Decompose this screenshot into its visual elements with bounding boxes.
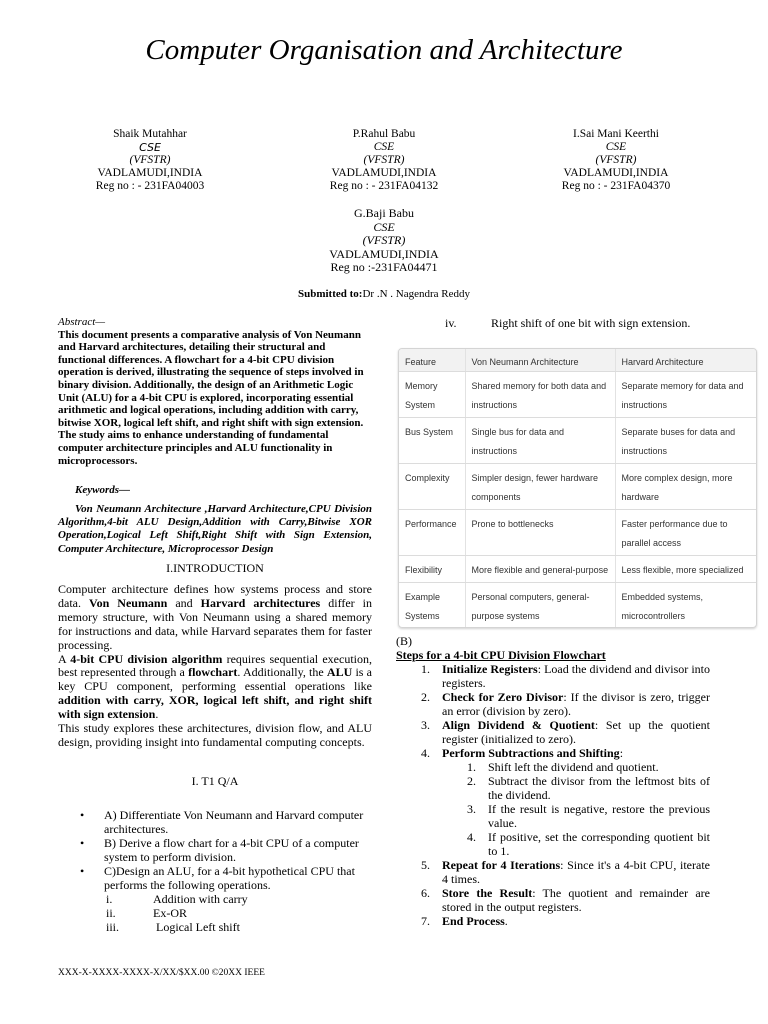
list-item [445,316,690,331]
text-run: . Additionally, the [237,665,327,680]
author-name: G.Baji Babu [354,206,414,220]
table-cell: Less flexible, more specialized [615,556,756,583]
comparison-table-grid [399,349,756,628]
table-row [399,372,756,418]
table-cell: Example Systems [399,583,465,629]
question-list [80,808,370,934]
step-title: Store the Result [442,886,533,900]
column-header: Harvard Architecture [615,349,756,372]
submitted-name: Dr .N . Nagendra Reddy [362,288,470,300]
step-title: Initialize Registers [442,662,538,676]
submitted-label: Submitted to: [297,288,363,300]
author-reg: Reg no : - 231FA04132 [329,180,439,192]
keywords-text: Von Neumann Architecture ,Harvard Architecture,CPU Division Algorithm,4-bit ALU Design,Addition with Carry,Bitwise XOR Operation,Logical Left Shift,Right Shift with Sign Extension, Computer Architecture, Microprocessor Design [58,503,372,555]
substep-number: 2. [467,774,476,788]
table-row [399,510,756,556]
question-text: B) Derive a flow chart for a 4-bit CPU of a computer system to perform division. [104,836,359,864]
submitted-to [0,288,768,300]
table-header-row [399,349,756,372]
author-reg: Reg no : - 231FA04370 [561,180,671,192]
author-place: VADLAMUDI,INDIA [329,246,439,261]
abstract-text: This document presents a comparative analysis of Von Neumann and Harvard architectures, detailing their structural and functional differences. A flowchart for a 4-bit CPU division operation is derived, illustrating the sequence of steps involved in binary division. Additionally, the design of an Arithmetic Logic Unit (ALU) for a 4-bit CPU is explored, incorporating essential arithmetic and logical operations, including addition with carry, bitwise XOR, logical left shift, and right shift with sign extension. The study aims to enhance understanding of fundamental computer architecture principles and ALU functionality in microprocessors. [58,328,364,467]
table-cell: Personal computers, general-purpose systems [465,583,615,629]
text-run: . [155,707,159,722]
text-run: is a key CPU component, performing essential operations like [58,665,372,694]
author-name: Shaik Mutahhar [113,128,187,140]
list-item [412,886,710,914]
text-run: differ in memory structure, with Von Neumann using a shared memory for instructions and data, while Harvard separates them for faster processing. [58,595,373,652]
author-dept: CSE [373,219,395,234]
roman-numeral: ii. [106,906,116,920]
table-cell: Performance [399,510,465,556]
table-cell: Single bus for data and instructions [465,418,615,464]
list-item [412,858,710,886]
substep-text: If the result is negative, restore the previous value. [488,802,710,830]
author-name: P.Rahul Babu [352,128,416,140]
intro-paragraph-3: This study explores these architectures, division flow, and ALU design, providing insight into fundamental computing concepts. [58,721,372,749]
question-text: C)Design an ALU, for a 4-bit hypothetical CPU that performs the following operations. [104,864,355,892]
table-cell: Flexibility [399,556,465,583]
step-number: 6. [421,886,430,900]
table-row [399,464,756,510]
step-title: End Process [442,914,505,928]
list-item [412,760,710,774]
operation-text: Addition with carry [153,892,248,906]
step-text: : [619,746,624,760]
table-cell: Embedded systems, microcontrollers [621,592,704,621]
operation-text: Ex-OR [153,906,187,920]
intro-heading: I.INTRODUCTION [166,561,264,575]
substep-text: Subtract the divisor from the leftmost bits of the dividend. [488,774,710,802]
table-cell: More complex design, more hardware [615,464,756,510]
list-item [80,836,370,864]
step-text: . [504,914,508,928]
list-item [412,914,710,928]
step-text: : Load the dividend and divisor into registers. [442,662,710,690]
author-dept: CSE [605,141,627,153]
table-row [399,418,756,464]
list-item [412,718,710,746]
step-title: Align Dividend & Quotient [442,718,595,732]
step-text: : Since it's a 4-bit CPU, iterate 4 times. [442,858,710,886]
author-place: VADLAMUDI,INDIA [331,167,437,179]
intro-body [58,583,372,750]
step-number: 3. [421,718,430,732]
author-dept: CSE [373,141,395,153]
list-item [412,662,710,690]
section-b-label: (B) [396,634,412,648]
author-place: VADLAMUDI,INDIA [97,167,203,179]
comparison-table [398,348,757,628]
bullet-icon: • [80,808,85,822]
substep-text: Shift left the dividend and quotient. [488,760,659,774]
list-item [80,906,370,920]
list-item [412,746,710,760]
text-run: Computer architecture defines how systems process and store data. [58,582,372,610]
t1-heading: I. T1 Q/A [191,774,239,788]
paper-title: Computer Organisation and Architecture [145,34,623,66]
keywords-label: Keywords— [75,484,130,496]
list-item [80,920,370,934]
list-item [80,808,370,836]
author-inst: (VFSTR) [362,233,406,248]
list-item [412,802,710,830]
steps-list [412,662,710,928]
bold-run: ALU [326,665,353,680]
column-header: Von Neumann Architecture [465,349,615,372]
substep-number: 3. [467,802,476,816]
intro-paragraph-2 [58,653,372,723]
step-text: : If the divisor is zero, trigger an error (division by zero). [442,690,710,718]
list-item [412,830,710,858]
author-inst: (VFSTR) [129,154,171,166]
author-block-3 [511,128,721,193]
bold-run: 4-bit CPU division algorithm [70,651,223,666]
bold-run: flowchart [188,665,238,680]
author-block-2 [279,128,489,193]
author-name: I.Sai Mani Keerthi [573,128,659,140]
author-reg: Reg no :-231FA04471 [330,260,438,275]
author-reg: Reg no : - 231FA04003 [95,180,205,192]
list-item [80,892,370,906]
roman-numeral: iv. [445,316,457,330]
list-item [80,864,370,892]
step-number: 4. [421,746,430,760]
table-cell: Prone to bottlenecks [465,510,615,556]
author-inst: (VFSTR) [595,154,637,166]
substep-text: If positive, set the corresponding quotient bit to 1. [488,830,710,858]
author-block-4 [279,207,489,275]
abstract [58,316,372,467]
step-title: Check for Zero Divisor [442,690,564,704]
table-cell: Bus System [399,418,465,464]
step-number: 2. [421,690,430,704]
step-text: : The quotient and remainder are stored in the output registers. [442,886,710,914]
table-cell: More flexible and general-purpose [465,556,615,583]
step-text: : Set up the quotient register (initialized to zero). [442,718,710,746]
substep-number: 1. [467,760,476,774]
question-text: A) Differentiate Von Neumann and Harvard computer architectures. [104,808,364,836]
text-run: requires sequential execution, best represented through a [58,651,372,680]
bold-run: addition with carry, XOR, logical left shift, and right shift with sign extension [58,693,372,722]
table-cell: Complexity [399,464,465,510]
table-cell: Faster performance due to parallel access [615,510,756,556]
step-number: 7. [421,914,430,928]
steps-heading: Steps for a 4-bit CPU Division Flowchart [396,648,606,662]
table-cell: Separate memory for data and instructions [615,372,756,418]
abstract-label: Abstract— [58,316,106,328]
bold-run: Harvard architectures [200,595,321,610]
text-run: A [58,651,71,666]
bullet-icon: • [80,836,85,850]
roman-numeral: i. [106,892,113,906]
table-cell: Memory System [399,372,465,418]
bold-run: Von Neumann [89,595,168,610]
author-block-1 [45,128,255,193]
roman-numeral: iii. [106,920,120,934]
author-dept: CSE [139,141,161,154]
author-inst: (VFSTR) [363,154,405,166]
step-title: Repeat for 4 Iterations [442,858,561,872]
author-place: VADLAMUDI,INDIA [563,167,669,179]
step-number: 5. [421,858,430,872]
operation-text: Logical Left shift [153,920,240,934]
list-item [412,690,710,718]
step-number: 1. [421,662,430,676]
table-row [399,556,756,583]
table-cell: Separate buses for data and instructions [615,418,756,464]
column-header: Feature [399,349,465,372]
table-cell: Shared memory for both data and instructions [465,372,615,418]
operation-text: Right shift of one bit with sign extension. [491,316,691,330]
step-title: Perform Subtractions and Shifting [442,746,620,760]
intro-paragraph-1 [58,583,372,653]
list-item [412,774,710,802]
table-cell: Simpler design, fewer hardware components [465,464,615,510]
text-run: and [167,595,201,610]
bullet-icon: • [80,864,85,878]
substep-number: 4. [467,830,476,844]
table-row [399,583,756,629]
footer-copyright: XXX-X-XXXX-XXXX-X/XX/$XX.00 ©20XX IEEE [58,968,265,978]
